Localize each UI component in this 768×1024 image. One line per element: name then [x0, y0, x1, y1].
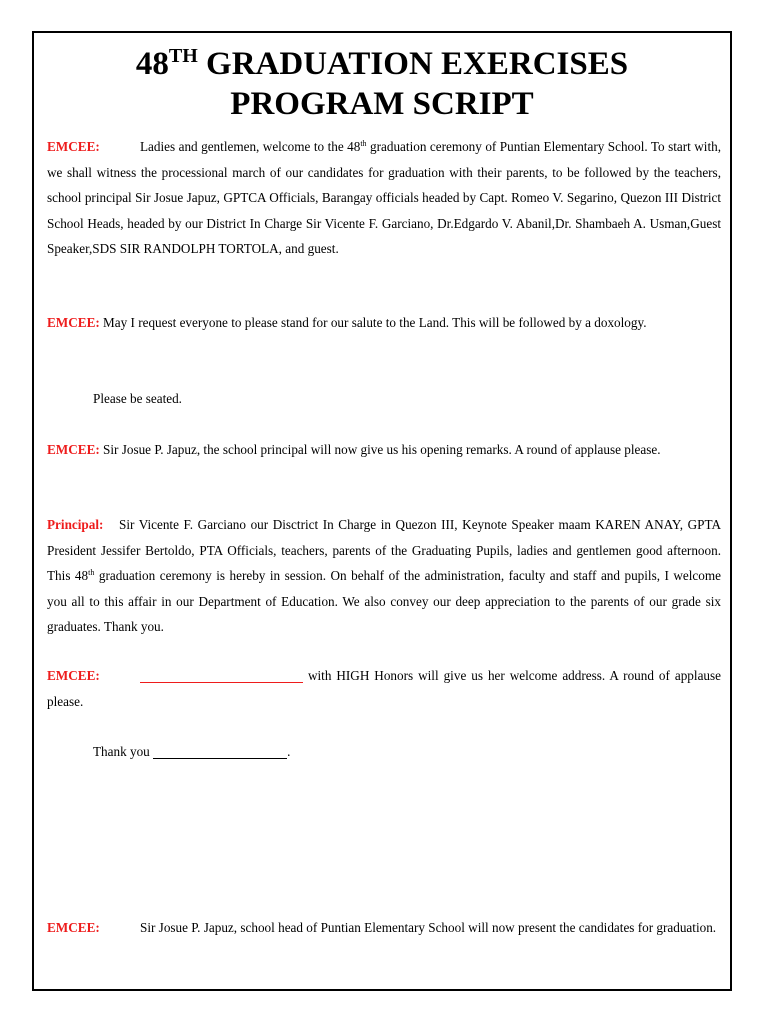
- instruction-be-seated: Please be seated.: [93, 391, 182, 406]
- emcee-paragraph-welcome-address: EMCEE: with HIGH Honors will give us her welcome address. A round of applause please.: [47, 663, 721, 714]
- speaker-label: EMCEE:: [47, 668, 100, 683]
- speaker-label: EMCEE:: [47, 139, 100, 154]
- name-blank: [140, 668, 303, 683]
- principal-paragraph: Principal: Sir Vicente F. Garciano our Disctrict In Charge in Quezon III, Keynote Speaker maam KAREN ANAY, GPTA President Jessifer Bertoldo, PTA Officials, teachers, parents of the Graduating Pupils, ladies and gentlemen good afternoon. This 48th graduation ceremony is hereby in session. On behalf of the administration, faculty and staff and pupils, I welcome you all to this affair in our Department of Education. We also convey our deep appreciation to the parents of our grade six graduates. Thank you.: [47, 512, 721, 640]
- emcee-paragraph-welcome: EMCEE: Ladies and gentlemen, welcome to the 48th graduation ceremony of Puntian Elementary School. To start with, we shall witness the processional march of our candidates for graduation with their parents, to be followed by the teachers, school principal Sir Josue Japuz, GPTCA Officials, Barangay officials headed by Capt. Romeo V. Segarino, Quezon III District School Heads, headed by our District In Charge Sir Vicente F. Garciano, Dr.Edgardo V. Abanil,Dr. Shambaeh A. Usman,Guest Speaker,SDS SIR RANDOLPH TORTOLA, and guest.: [47, 134, 721, 262]
- emcee-paragraph-salute: EMCEE: May I request everyone to please stand for our salute to the Land. This will be followed by a doxology.: [47, 315, 647, 330]
- document-subtitle: PROGRAM SCRIPT: [230, 86, 534, 122]
- name-blank: [153, 744, 287, 759]
- emcee-paragraph-opening-remarks: EMCEE: Sir Josue P. Japuz, the school principal will now give us his opening remarks. A round of applause please.: [47, 442, 661, 457]
- speaker-label: EMCEE:: [47, 920, 100, 935]
- speaker-label: EMCEE:: [47, 442, 100, 457]
- speaker-label: EMCEE:: [47, 315, 100, 330]
- speaker-label: Principal:: [47, 517, 104, 532]
- document-title: 48TH GRADUATION EXERCISES: [135, 45, 629, 82]
- emcee-paragraph-candidates: EMCEE: Sir Josue P. Japuz, school head of Puntian Elementary School will now present the candidates for graduation.: [47, 915, 721, 941]
- thank-you-line: Thank you .: [93, 744, 291, 759]
